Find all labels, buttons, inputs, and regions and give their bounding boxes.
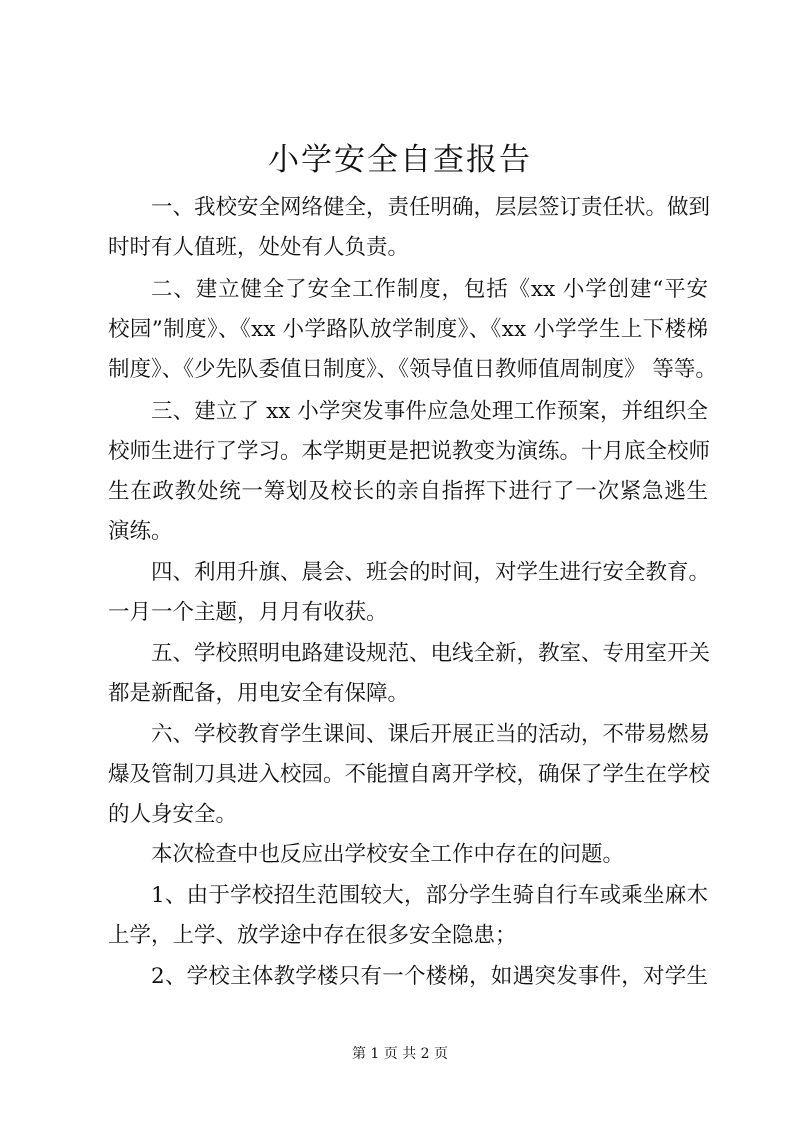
paragraph-line: 上学，上学、放学途中存在很多安全隐患；	[108, 923, 517, 948]
paragraph-line: 本次检查中也反应出学校安全工作中存在的问题。	[151, 842, 625, 867]
paragraph-line: 2、学校主体教学楼只有一个楼梯，如遇突发事件，对学生	[151, 964, 708, 989]
paragraph-line: 的人身安全。	[108, 802, 238, 827]
paragraph-line: 生在政教处统一筹划及校长的亲自指挥下进行了一次紧急逃生	[108, 479, 708, 504]
paragraph-line: 四、利用升旗、晨会、班会的时间，对学生进行安全教育。	[151, 560, 711, 585]
paragraph-line: 爆及管制刀具进入校园。不能擅自离开学校，确保了学生在学校	[108, 762, 711, 787]
paragraph-line: 二、建立健全了安全工作制度，包括《xx 小学创建“平安	[151, 277, 708, 302]
paragraph-line: 五、学校照明电路建设规范、电线全新，教室、专用室开关	[151, 641, 711, 666]
paragraph-line: 时时有人值班，处处有人负责。	[108, 235, 410, 260]
page-footer: 第 1 页 共 2 页	[351, 1046, 449, 1062]
paragraph-line: 一月一个主题，月月有收获。	[108, 600, 388, 625]
paragraph-line: 校师生进行了学习。本学期更是把说教变为演练。十月底全校师	[108, 439, 711, 464]
paragraph-line: 校园”制度》、《xx 小学路队放学制度》、《xx 小学学生上下楼梯	[108, 317, 708, 342]
page-title: 小学安全自查报告	[268, 142, 532, 178]
paragraph-line: 一、我校安全网络健全，责任明确，层层签订责任状。做到	[151, 195, 711, 220]
paragraph-line: 1、由于学校招生范围较大，部分学生骑自行车或乘坐麻木	[151, 883, 708, 908]
paragraph-line: 都是新配备，用电安全有保障。	[108, 681, 410, 706]
paragraph-line: 制度》、《少先队委值日制度》、《领导值日教师值周制度》 等等。	[108, 357, 717, 382]
paragraph-line: 六、学校教育学生课间、课后开展正当的活动，不带易燃易	[151, 722, 711, 747]
paragraph-line: 演练。	[108, 519, 173, 544]
paragraph-line: 三、建立了 xx 小学突发事件应急处理工作预案，并组织全	[151, 399, 708, 424]
